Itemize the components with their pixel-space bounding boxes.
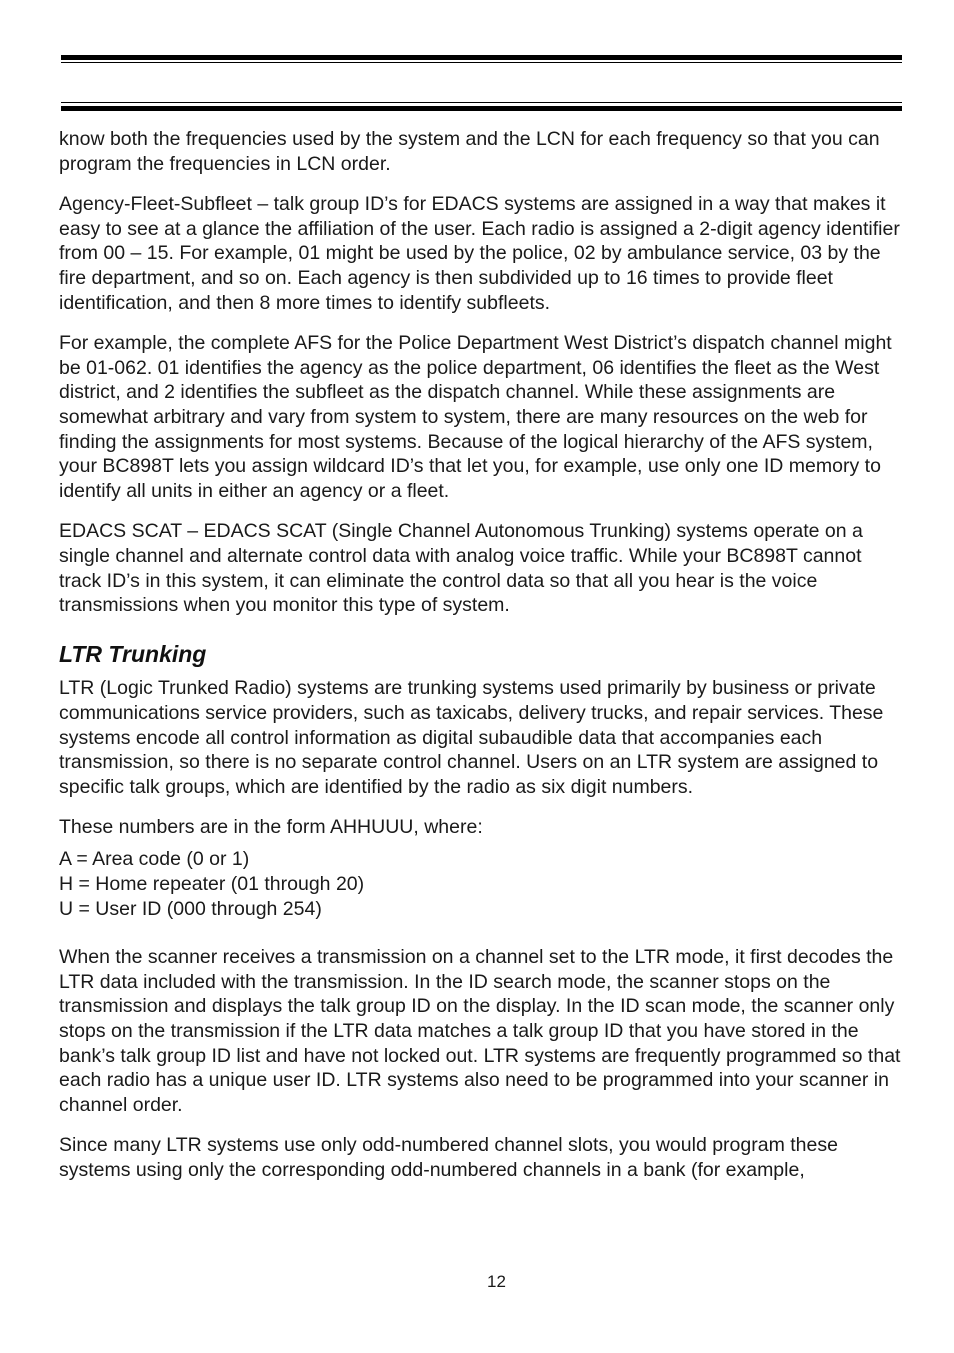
- section-heading-ltr-trunking: LTR Trunking: [59, 641, 207, 668]
- paragraph-afs-example: For example, the complete AFS for the Police Department West District’s dispatch channel might be 01-062. 01 identifies the agency as the police department, 06 identifies the fleet as the West district, and 2 identifies the subfleet as the dispatch channel. While these assignments are somewhat arbitrary and vary from system to system, there are many resources on the web for finding the assignments for most systems. Because of the logical hierarchy of the AFS system, your BC898T lets you assign wildcard ID’s that let you, for example, use only one ID memory to identify all units in either an agency or a fleet.: [59, 331, 892, 503]
- list-item-area-code: A = Area code (0 or 1): [59, 847, 250, 870]
- list-item-home-repeater: H = Home repeater (01 through 20): [59, 872, 365, 895]
- paragraph-edacs-scat: EDACS SCAT – EDACS SCAT (Single Channel Autonomous Trunking) systems operate on a single channel and alternate control data with analog voice traffic. While your BC898T cannot track ID’s in this system, it can eliminate the control data so that all you hear is the voice transmissions when you monitor this type of system.: [59, 520, 863, 617]
- header-rule-thick-top: [61, 55, 902, 60]
- page-body: [59, 127, 904, 1198]
- paragraph-number-form: These numbers are in the form AHHUUU, where:: [59, 816, 483, 839]
- paragraph-ltr-decoding: When the scanner receives a transmission on a channel set to the LTR mode, it first decodes the LTR data included with the transmission. In the ID search mode, the scanner stops on the transmission and displays the talk group ID on the display. In the ID scan mode, the scanner only stops on the transmission if the LTR data matches a talk group ID that you have stored in the bank’s talk group ID list and have not locked out. LTR systems are frequently programmed so that each radio has a unique user ID. LTR systems also need to be programmed into your scanner in channel order.: [59, 945, 901, 1117]
- header-rule-thin-bottom: [61, 102, 902, 103]
- header-rule-thick-bottom: [61, 106, 902, 111]
- page-number: 12: [487, 1272, 506, 1291]
- paragraph-afs-definition: Agency-Fleet-Subfleet – talk group ID’s for EDACS systems are assigned in a way that makes it easy to see at a glance the affiliation of the user. Each radio is assigned a 2-digit agency identifier from 00 – 15. For example, 01 might be used by the police, 02 by ambulance service, 03 by the fire department, and so on. Each agency is then subdivided up to 16 times to provide fleet identification, and then 8 more times to identify subfleets.: [59, 192, 900, 314]
- paragraph-odd-channels: Since many LTR systems use only odd-numbered channel slots, you would program these systems using only the corresponding odd-numbered channels in a bank (for example,: [59, 1134, 838, 1181]
- header-rule-thin-top: [61, 62, 902, 63]
- list-item-user-id: U = User ID (000 through 254): [59, 897, 322, 920]
- paragraph-ltr-intro: LTR (Logic Trunked Radio) systems are trunking systems used primarily by business or private communications service providers, such as taxicabs, delivery trucks, and repair services. These systems encode all control information as digital subaudible data that accompanies each transmission, so there is no separate control channel. Users on an LTR system are assigned to specific talk groups, which are identified by the radio as six digit numbers.: [59, 677, 884, 798]
- paragraph-lcn-order: know both the frequencies used by the system and the LCN for each frequency so that you can program the frequencies in LCN order.: [59, 128, 880, 175]
- number-form-list: [59, 847, 904, 922]
